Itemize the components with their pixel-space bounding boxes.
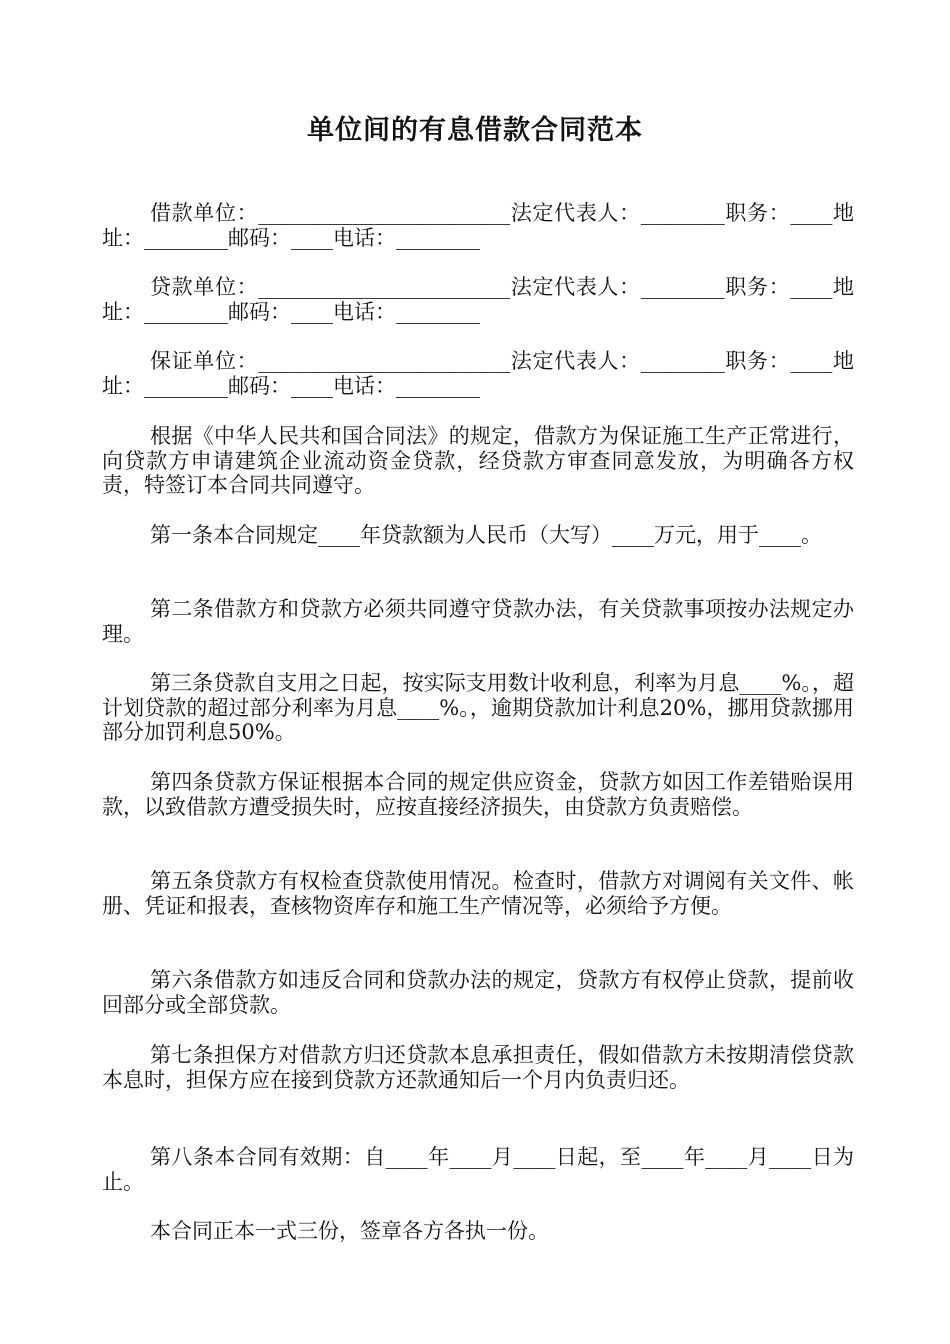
article-8-paragraph: 第八条本合同有效期：自____年____月____日起，至____年____月____日为止。 — [102, 1145, 854, 1194]
article-6-paragraph: 第六条借款方如违反合同和贷款办法的规定，贷款方有权停止贷款，提前收回部分或全部贷款。 — [102, 968, 854, 1017]
closing-paragraph: 本合同正本一式三份，签章各方各执一份。 — [150, 1219, 549, 1243]
article-3-paragraph: 第三条贷款自支用之日起，按实际支用数计收利息，利率为月息____%。，超计划贷款的超过部分利率为月息____%。，逾期贷款加计利息20%，挪用贷款挪用部分加罚利息50%。 — [102, 671, 854, 744]
guarantor-info-paragraph: 保证单位：________________________法定代表人：________职务：____地址：________邮码：____电话：________ — [102, 349, 854, 398]
preamble-paragraph: 根据《中华人民共和国合同法》的规定，借款方为保证施工生产正常进行，向贷款方申请建筑企业流动资金贷款，经贷款方审查同意发放，为明确各方权责，特签订本合同共同遵守。 — [102, 424, 854, 497]
article-4-paragraph: 第四条贷款方保证根据本合同的规定供应资金，贷款方如因工作差错贻误用款，以致借款方遭受损失时，应按直接经济损失，由贷款方负责赔偿。 — [102, 770, 854, 819]
lender-info-paragraph: 贷款单位：________________________法定代表人：________职务：____地址：________邮码：____电话：________ — [102, 275, 854, 324]
article-5-paragraph: 第五条贷款方有权检查贷款使用情况。检查时，借款方对调阅有关文件、帐册、凭证和报表，查核物资库存和施工生产情况等，必须给予方便。 — [102, 869, 854, 918]
article-7-paragraph: 第七条担保方对借款方归还贷款本息承担责任，假如借款方未按期清偿贷款本息时，担保方应在接到贷款方还款通知后一个月内负责归还。 — [102, 1043, 854, 1092]
borrower-info-paragraph: 借款单位：________________________法定代表人：________职务：____地址：________邮码：____电话：________ — [102, 201, 854, 250]
article-2-paragraph: 第二条借款方和贷款方必须共同遵守贷款办法，有关贷款事项按办法规定办理。 — [102, 597, 854, 646]
article-1-paragraph: 第一条本合同规定____年贷款额为人民币（大写）____万元，用于____。 — [150, 523, 822, 547]
document-title: 单位间的有息借款合同范本 — [307, 115, 643, 146]
